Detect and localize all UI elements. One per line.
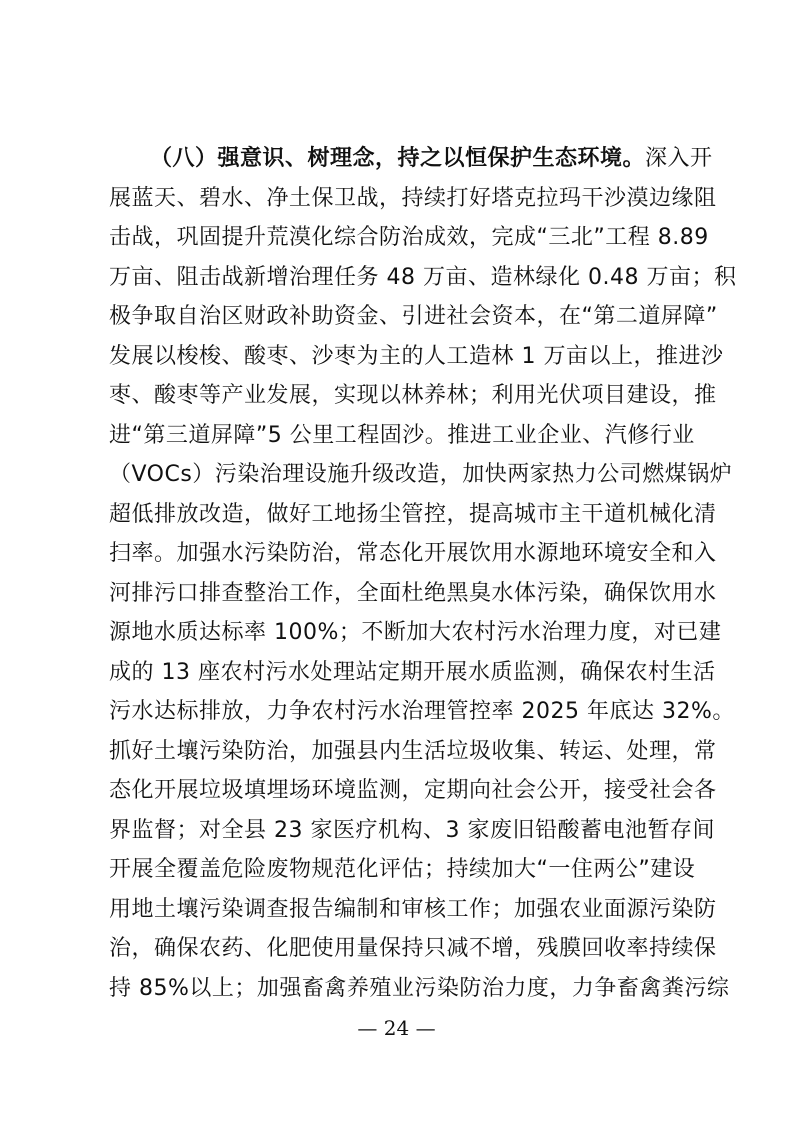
paragraph-line: 河排污口排查整治工作，全面杜绝黑臭水体污染，确保饮用水: [109, 580, 717, 606]
paragraph-line: 治，确保农药、化肥使用量保持只减不增，残膜回收率持续保: [109, 936, 717, 961]
paragraph-line: 持 85%以上；加强畜禽养殖业污染防治力度，力争畜禽粪污综: [109, 975, 730, 1001]
paragraph-line: 源地水质达标率 100%；不断加大农村污水治理力度，对已建: [109, 620, 722, 645]
paragraph-line: 态化开展垃圾填埋场环境监测，定期向社会公开，接受社会各: [109, 778, 717, 803]
paragraph-line: 界监督；对全县 23 家医疗机构、3 家废旧铅酸蓄电池暂存间: [109, 817, 715, 843]
paragraph-line: 成的 13 座农村污水处理站定期开展水质监测，确保农村生活: [109, 659, 716, 685]
paragraph-line: （VOCs）污染治理设施升级改造，加快两家热力公司燃煤锅炉: [109, 462, 733, 487]
section-heading: （八）强意识、树理念，持之以恒保护生态环境。: [150, 146, 646, 171]
paragraph-line: 抓好土壤污染防治，加强县内生活垃圾收集、转运、处理，常: [109, 738, 717, 764]
paragraph-line: 极争取自治区财政补助资金、引进社会资本，在“第二道屏障”: [109, 304, 718, 329]
page-number: — 24 —: [357, 1016, 436, 1040]
paragraph-line: 枣、酸枣等产业发展，实现以林养林；利用光伏项目建设，推: [109, 383, 717, 408]
paragraph-text: 深入开: [645, 146, 713, 171]
paragraph-line: 扫率。加强水污染防治，常态化开展饮用水源地环境安全和入: [109, 541, 717, 566]
paragraph-line: 用地土壤污染调查报告编制和审核工作；加强农业面源污染防: [109, 896, 717, 922]
paragraph-line: 进“第三道屏障”5 公里工程固沙。推进工业企业、汽修行业: [109, 422, 695, 448]
paragraph-line: 开展全覆盖危险废物规范化评估；持续加大“一住两公”建设: [109, 857, 696, 882]
paragraph-line: 万亩、阻击战新增治理任务 48 万亩、造林绿化 0.48 万亩；积: [109, 264, 737, 290]
paragraph-line-1: [150, 139, 713, 179]
paragraph-line: 发展以梭梭、酸枣、沙枣为主的人工造林 1 万亩以上，推进沙: [109, 343, 724, 369]
paragraph-line: 展蓝天、碧水、净土保卫战，持续打好塔克拉玛干沙漠边缘阻: [109, 185, 717, 211]
paragraph-line: 超低排放改造，做好工地扬尘管控，提高城市主干道机械化清: [109, 501, 717, 527]
paragraph-line: 击战，巩固提升荒漠化综合防治成效，完成“三北”工程 8.89: [109, 225, 709, 250]
paragraph-line: 污水达标排放，力争农村污水治理管控率 2025 年底达 32%。: [109, 699, 735, 724]
